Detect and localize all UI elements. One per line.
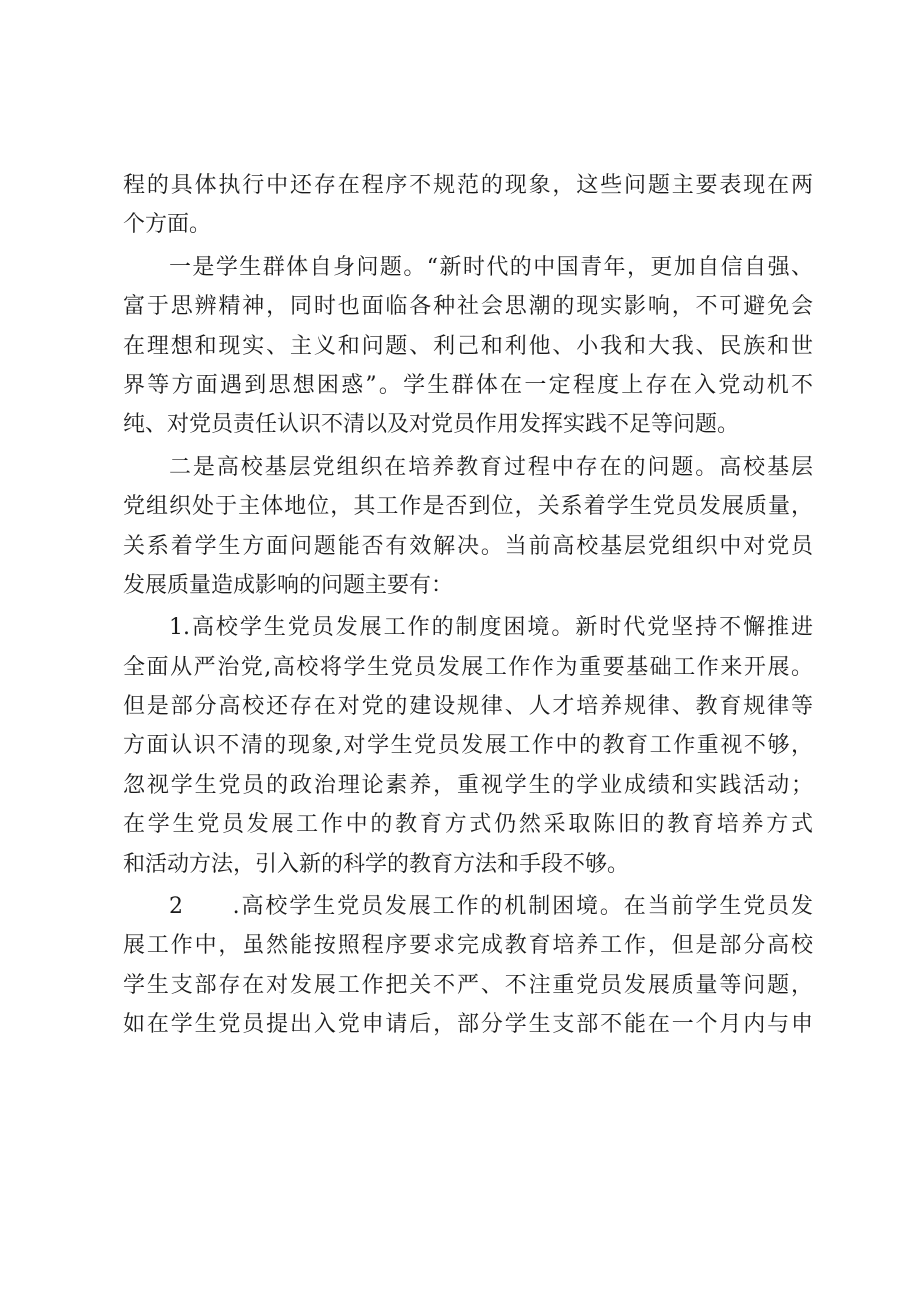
text-line: 界等方面遇到思想困惑”。学生群体在一定程度上存在入党动机不: [123, 372, 813, 398]
text-line: 关系着学生方面问题能否有效解决。当前高校基层党组织中对党员: [123, 533, 813, 559]
text-line: 忽视学生党员的政治理论素养，重视学生的学业成绩和实践活动；: [123, 772, 813, 798]
document-body: [123, 166, 813, 1045]
text-line: 学生支部存在对发展工作把关不严、不注重党员发展质量等问题，: [123, 972, 813, 998]
text-line: 在学生党员发展工作中的教育方式仍然采取陈旧的教育培养方式: [123, 812, 813, 838]
paragraph-first-line: 1.高校学生党员发展工作的制度困境。新时代党坚持不懈推进: [169, 615, 813, 641]
text-line: 但是部分高校还存在对党的建设规律、人才培养规律、教育规律等: [123, 694, 813, 720]
text-line: 个方面。: [123, 212, 212, 238]
text-line: 发展质量造成影响的问题主要有：: [123, 572, 454, 598]
paragraph-first-line: 一是学生群体自身问题。“新时代的中国青年，更加自信自强、: [169, 254, 813, 280]
text-line: 展工作中，虽然能按照程序要求完成教育培养工作，但是部分高校: [123, 933, 813, 959]
paragraph-first-line: 2 .高校学生党员发展工作的机制困境。在当前学生党员发: [169, 894, 813, 920]
text-line: 方面认识不清的现象,对学生党员发展工作中的教育工作重视不够，: [123, 733, 813, 759]
text-line: 纯、对党员责任认识不清以及对党员作用发挥实践不足等问题。: [123, 412, 740, 438]
text-line: 在理想和现实、主义和问题、利己和利他、小我和大我、民族和世: [123, 333, 813, 359]
text-line: 党组织处于主体地位，其工作是否到位，关系着学生党员发展质量，: [123, 494, 813, 520]
text-line: 富于思辨精神，同时也面临各种社会思潮的现实影响，不可避免会: [123, 294, 813, 320]
text-line: 和活动方法，引入新的科学的教育方法和手段不够。: [123, 851, 630, 877]
text-line: 程的具体执行中还存在程序不规范的现象，这些问题主要表现在两: [123, 173, 813, 198]
text-line: 如在学生党员提出入党申请后，部分学生支部不能在一个月内与申: [123, 1012, 813, 1038]
paragraph-first-line: 二是高校基层党组织在培养教育过程中存在的问题。高校基层: [169, 454, 813, 480]
text-line: 全面从严治党,高校将学生党员发展工作作为重要基础工作来开展。: [123, 654, 813, 680]
